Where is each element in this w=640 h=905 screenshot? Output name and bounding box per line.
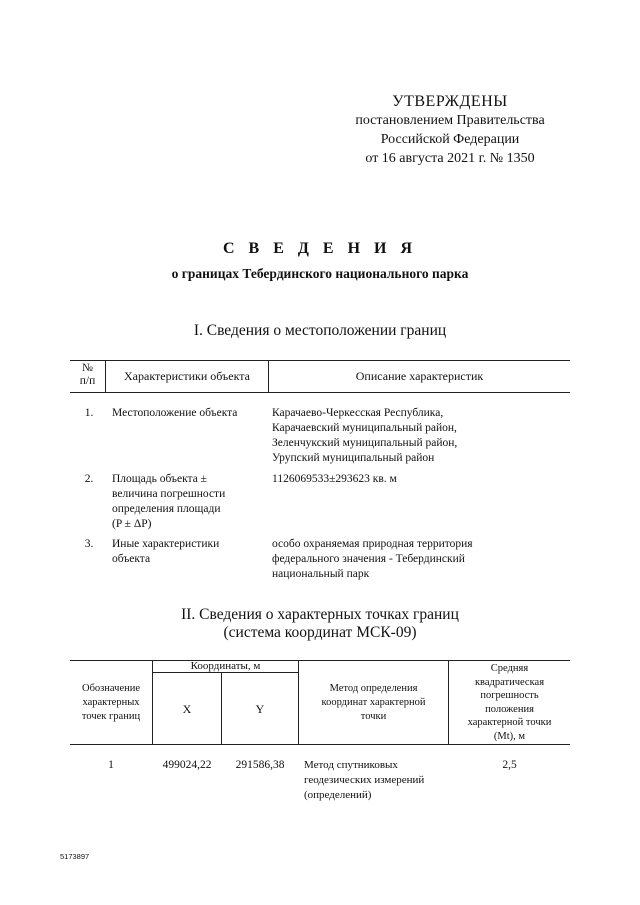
table-1-row-3-num: 3. [84, 538, 94, 550]
table-1-row-3-char: Иные характеристики объекта [112, 538, 220, 565]
approval-line-2: Российской Федерации [380, 132, 520, 147]
table-2-row-1-x: 499024,22 [162, 759, 212, 771]
section-2-title: II. Сведения о характерных точках границ (система координат МСК-09) [181, 606, 459, 641]
table-1-row-2-char: Площадь объекта ± величина погрешности определения площади (P ± ΔP) [112, 473, 226, 530]
table-1-row-1-num: 1. [84, 407, 94, 419]
document-code: 5173897 [60, 852, 90, 861]
table-1-header-num: № п/п [79, 362, 96, 387]
table-2-row-1-method: Метод спутниковых геодезических измерений (определений) [304, 759, 425, 801]
table-2-top-rule [70, 660, 570, 661]
table-1-row-1-char: Местоположение объекта [112, 407, 238, 419]
table-2-header-rule [70, 744, 570, 745]
approval-block [330, 92, 570, 168]
approval-line-1: постановлением Правительства [355, 113, 545, 128]
table-2-coords-rule [152, 672, 298, 673]
section-1-title: I. Сведения о местоположении границ [193, 322, 447, 339]
document-title: С В Е Д Е Н И Я [222, 240, 418, 257]
approval-line-3: от 16 августа 2021 г. № 1350 [365, 151, 535, 166]
table-2-header-error: Средняя квадратическая погрешность положения характерной точки (Mt), м [467, 663, 552, 742]
document-subtitle: о границах Тебердинского национального парка [171, 266, 469, 281]
table-1-header-rule [70, 392, 570, 393]
table-2-header-point: Обозначение характерных точек границ [81, 683, 141, 722]
table-1-row-2-desc: 1126069533±293623 кв. м [272, 473, 397, 485]
table-1-row-1-desc: Карачаево-Черкесская Республика, Карачаевский муниципальный район, Зеленчукский муниципальный район, Урупский муниципальный район [272, 407, 458, 464]
table-1-row-3-desc: особо охраняемая природная территория федерального значения - Тебердинский национальный парк [272, 538, 473, 580]
approval-heading: УТВЕРЖДЕНЫ [392, 93, 508, 110]
table-1-header-desc: Описание характеристик [355, 369, 484, 383]
table-2-header-coords: Координаты, м [190, 660, 261, 672]
table-1-top-rule [70, 360, 570, 361]
table-2-header-x: X [182, 702, 192, 716]
table-2-header-y: Y [255, 702, 265, 716]
table-1-row-2-num: 2. [84, 473, 94, 485]
table-2-row-1-y: 291586,38 [235, 759, 285, 771]
table-2-row-1-point: 1 [108, 759, 114, 771]
table-2-row-1-error: 2,5 [502, 759, 517, 771]
table-2-header-method: Метод определения координат характерной точки [321, 683, 426, 722]
table-1-header-char: Характеристики объекта [124, 369, 250, 383]
